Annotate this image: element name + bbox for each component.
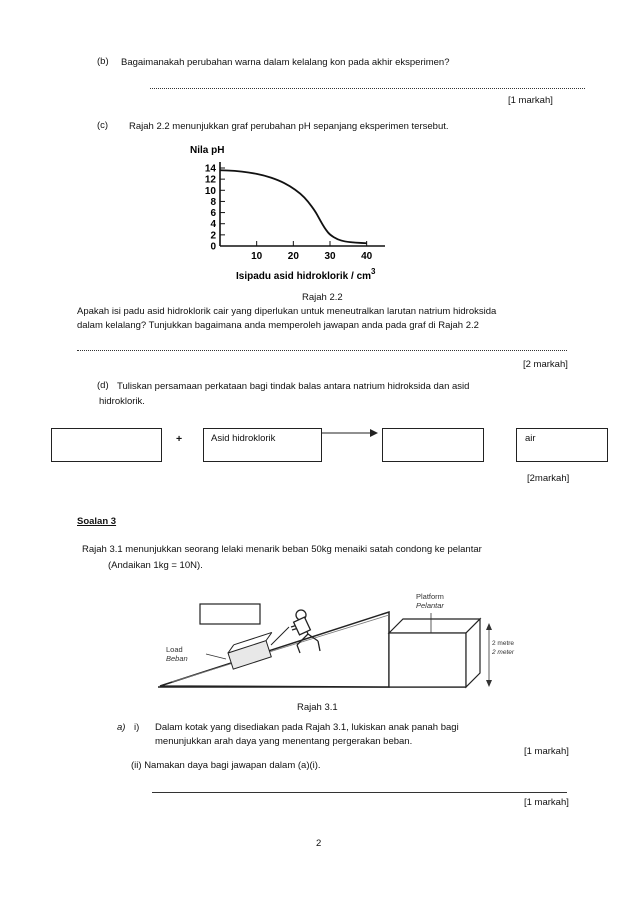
q2d-marks: [2markah] [527,473,570,484]
y-tick-label: 2 [210,230,216,242]
q2c-question-line2: dalam kelalang? Tunjukkan bagaimana anda memperoleh jawapan anda pada graf di Rajah 2.2 [77,320,479,331]
x-tick-label: 10 [251,251,263,262]
page-number: 2 [316,838,322,849]
height-label-en: 2 metre [492,640,515,647]
q3ai-line2: menunjukkan arah daya yang menentang pergerakan beban. [155,736,413,747]
q3ai-line1: Dalam kotak yang disediakan pada Rajah 3.1, lukiskan anak panah bagi [155,722,459,733]
height-label-ms: 2 meter [492,649,515,656]
q2c-label: (c) [97,120,109,131]
chart-ylabel: Nila pH [190,145,225,156]
arrow-answer-box[interactable] [200,604,260,624]
q2b-question: Bagaimanakah perubahan warna dalam kelalang kon pada akhir eksperimen? [121,57,450,68]
q2d-label: (d) [97,380,109,391]
platform-block [389,619,480,687]
q2d-line2: hidroklorik. [99,396,145,407]
q3a-label: a) [117,722,126,733]
rajah-2-2-caption: Rajah 2.2 [302,292,343,303]
q2b-marks: [1 markah] [508,95,553,106]
x-tick-label: 40 [361,251,373,262]
q3ai-label: i) [134,722,140,733]
q3aii-answer-line[interactable] [152,792,567,793]
rajah-3-1-caption: Rajah 3.1 [297,702,338,713]
q2d-line1: Tuliskan persamaan perkataan bagi tindak balas antara natrium hidroksida dan asid [117,381,470,392]
y-tick-label: 14 [204,163,216,175]
ph-graph [180,138,420,288]
equation-box-4-text: air [525,433,536,444]
y-tick-label: 10 [204,185,216,197]
q3aii-question: (ii) Namakan daya bagi jawapan dalam (a)(i). [131,760,321,771]
equation-box-4 [516,428,608,462]
q3-line2: (Andaikan 1kg = 10N). [108,560,203,571]
q2c-answer-line[interactable] [77,350,567,351]
equation-box-1[interactable] [51,428,162,462]
q3-line1: Rajah 3.1 menunjukkan seorang lelaki menarik beban 50kg menaiki satah condong ke pelantar [82,544,482,555]
y-tick-label: 6 [210,208,216,220]
y-tick-label: 4 [210,219,216,231]
inclined-plane [160,612,389,687]
load-label-ms: Beban [166,654,188,663]
arrow-icon [322,427,378,439]
x-tick-label: 30 [324,251,336,262]
ph-curve [220,170,367,243]
incline-figure [158,585,518,695]
equation-box-2 [203,428,322,462]
q3aii-marks: [1 markah] [524,797,569,808]
equation-box-3[interactable] [382,428,484,462]
equation-box-2-text: Asid hidroklorik [211,433,276,444]
q2c-question-line1: Apakah isi padu asid hidroklorik cair yang diperlukan untuk meneutralkan larutan natrium hidroksida [77,306,497,317]
q2b-label: (b) [97,56,109,67]
q2c-text: Rajah 2.2 menunjukkan graf perubahan pH sepanjang eksperimen tersebut. [129,121,449,132]
platform-label-ms: Pelantar [416,601,444,610]
q2c-marks: [2 markah] [523,359,568,370]
y-tick-label: 0 [210,241,216,253]
q3-title: Soalan 3 [77,516,117,527]
q3ai-marks: [1 markah] [524,746,569,757]
y-tick-label: 12 [204,174,216,186]
platform-label: Platform [416,592,444,601]
chart-xlabel: Isipadu asid hidroklorik / $cm^3$ [236,267,376,282]
q2b-answer-line[interactable] [150,88,585,89]
x-tick-label: 20 [287,251,299,262]
plus-sign: + [176,433,183,445]
load-label: Load [166,645,183,654]
y-tick-label: 8 [210,196,216,208]
